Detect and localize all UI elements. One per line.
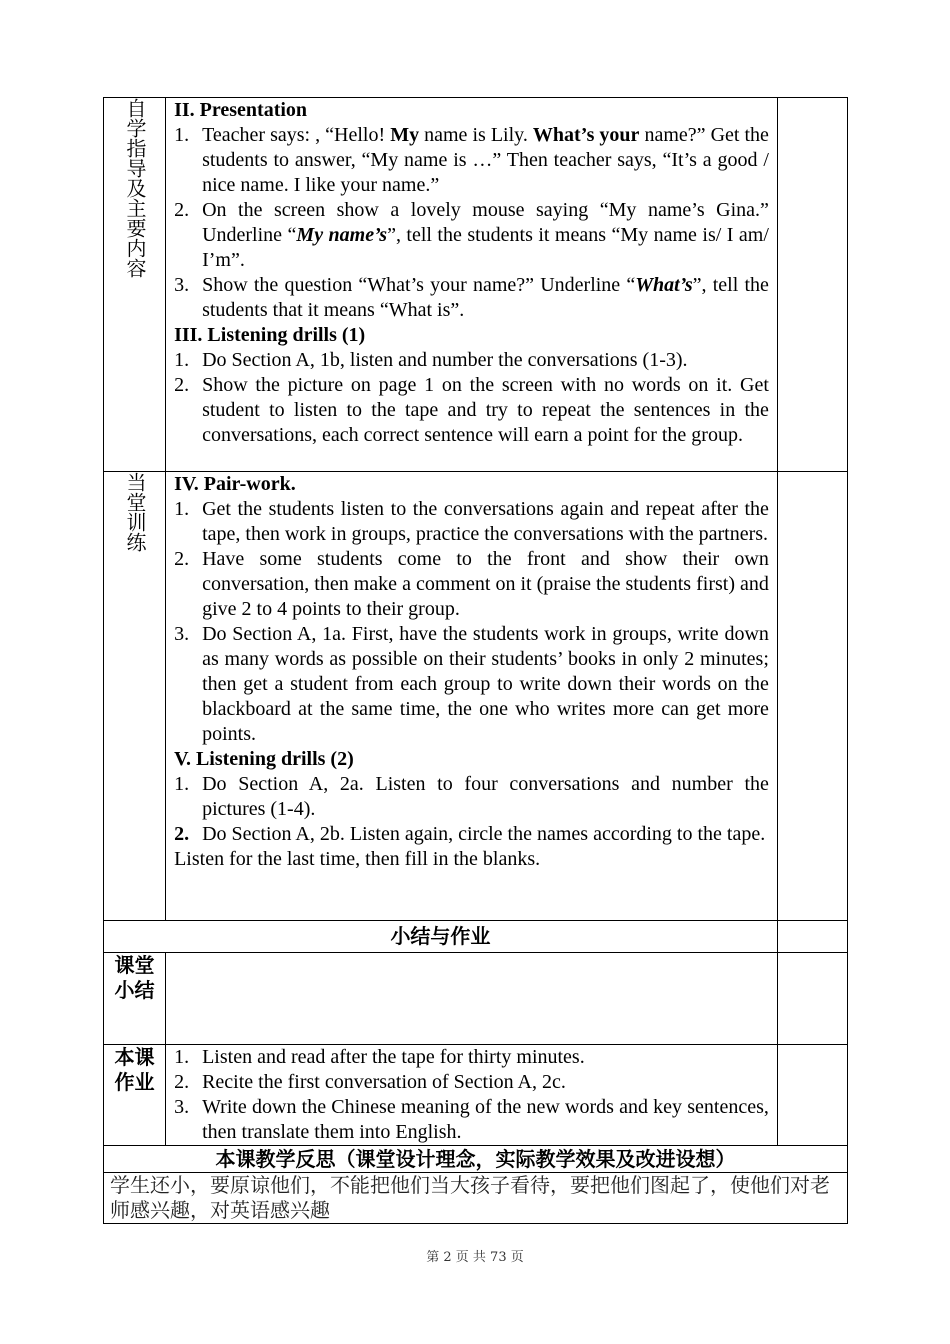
homework-item-text: Recite the first conversation of Section A, 2c. [202,1071,566,1093]
pair-work-item-number: 2. [174,548,190,570]
reflection-text-row [104,1173,848,1224]
presentation-item-number: 1. [174,124,190,146]
listening-drills-2-item-text: Do Section A, 2a. Listen to four conversations and number the pictures (1-4). [202,773,769,820]
homework-side-cell [777,1045,847,1146]
lesson-plan-page [103,97,848,1224]
presentation-item-text-part: name is Lily. [419,124,533,146]
listening-drills-1-item-text: Show the picture on page 1 on the screen with no words on it. Get student to listen to the tape and try to repeat the sentences in the conversations, each correct sentence will earn a point for the group. [202,374,769,446]
pair-work-item-number: 3. [174,623,190,645]
self-study-side-cell [777,98,847,472]
presentation-item-text-part: ”, tell the students that it means “What is”. [202,274,769,321]
summary-title-row [104,921,848,953]
listening-drills-2-list [174,772,769,847]
homework-label [104,1045,165,1095]
practice-label-cell [104,472,166,921]
pair-work-item-number: 1. [174,498,190,520]
listening-drills-1-list [174,348,769,448]
listening-drills-1-item [174,373,769,448]
reflection-text-cell [104,1173,848,1224]
presentation-item-text-part: What’s your [532,124,640,146]
class-summary-row [104,953,848,1045]
reflection-text: 学生还小，要原谅他们，不能把他们当大孩子看待，要把他们图起了，使他们对老师感兴趣，对英语感兴趣 [110,1173,830,1222]
presentation-item-text-part: ”, tell the students it means “My name is/ I am/ I’m”. [202,224,769,271]
homework-item-text: Listen and read after the tape for thirty minutes. [202,1046,585,1068]
homework-item-number: 2. [174,1071,190,1093]
class-summary-label-line1: 课堂 [114,953,155,977]
homework-row [104,1045,848,1146]
presentation-item-text-part: Show the question “What’s your name?” Underline “ [202,274,636,296]
presentation-item-text-part: My [390,124,420,146]
listening-drills-1-item-number: 2. [174,374,190,396]
practice-side-cell [777,472,847,921]
presentation-item-text-part: My name’s [296,224,388,246]
homework-item [174,1070,769,1095]
listening-drills-2-item [174,772,769,822]
pair-work-item-text: Do Section A, 1a. First, have the students work in groups, write down as many words as possible on their students’ books in only 2 minutes; then get a student from each group to write down their words on the blackboard at the same time, the one who writes more can get more points. [202,623,769,745]
presentation-item-number: 3. [174,274,190,296]
listening-drills-1-item-text: Do Section A, 1b, listen and number the conversations (1-3). [202,349,688,371]
summary-title: 小结与作业 [390,924,491,948]
homework-list [174,1045,769,1145]
listening-drills-2-item-number: 2. [174,823,190,845]
presentation-item-text-part: On the screen show a lovely mouse saying “My name’s Gina.” Underline “ [202,199,769,246]
presentation-item-text-part: Teacher says: , “Hello! [202,124,391,146]
presentation-heading: II. Presentation [174,99,308,121]
self-study-row [104,98,848,472]
self-study-label-cell [104,98,166,472]
presentation-list [174,123,769,323]
homework-content-cell [166,1045,778,1146]
reflection-title-row [104,1146,848,1173]
listening-drills-2-item-text: Do Section A, 2b. Listen again, circle the names according to the tape. [202,823,766,845]
lesson-plan-table [103,97,848,1224]
homework-label-cell [104,1045,166,1146]
class-summary-content-cell [166,953,778,1045]
pair-work-list [174,497,769,747]
pair-work-item [174,497,769,547]
self-study-label: 自学指导及主要内容 [123,98,148,278]
pair-work-item-text: Have some students come to the front and show their own conversation, then make a comment on it (praise the students first) and give 2 to 4 points to their group. [202,548,769,620]
summary-side-cell [777,921,847,953]
pair-work-item [174,547,769,622]
self-study-content-cell [166,98,778,472]
closing-instruction: Listen for the last time, then fill in the blanks. [174,848,541,870]
reflection-title: 本课教学反思（课堂设计理念，实际教学效果及改进设想） [215,1147,736,1171]
homework-label-line2: 作业 [114,1070,155,1094]
homework-item-text: Write down the Chinese meaning of the new words and key sentences, then translate them into English. [202,1096,769,1143]
page-footer: 第 2 页 共 73 页 [426,1250,524,1265]
listening-drills-2-item [174,822,769,847]
summary-title-cell [104,921,778,953]
practice-content-cell [166,472,778,921]
homework-item-number: 1. [174,1046,190,1068]
pair-work-heading: IV. Pair-work. [174,473,296,495]
listening-drills-1-item [174,348,769,373]
listening-drills-1-heading: III. Listening drills (1) [174,324,366,346]
presentation-item [174,123,769,198]
homework-item [174,1045,769,1070]
homework-label-line1: 本课 [114,1045,155,1069]
class-summary-label-line2: 小结 [114,978,155,1002]
reflection-title-cell [104,1146,848,1173]
practice-row [104,472,848,921]
class-summary-label [104,953,165,1003]
listening-drills-2-item-number: 1. [174,773,190,795]
listening-drills-2-heading: V. Listening drills (2) [174,748,354,770]
presentation-item [174,198,769,273]
listening-drills-1-item-number: 1. [174,349,190,371]
pair-work-item-text: Get the students listen to the conversations again and repeat after the tape, then work in groups, practice the conversations with the partners. [202,498,769,545]
practice-label: 当堂训练 [123,472,148,552]
presentation-item-text-part: What’s [635,274,693,296]
presentation-item [174,273,769,323]
pair-work-item [174,622,769,747]
homework-item [174,1095,769,1145]
class-summary-label-cell [104,953,166,1045]
presentation-item-text-part: name?” Get the students to answer, “My name is …” Then teacher says, “It’s a good / nice name. I like your name.” [202,124,769,196]
class-summary-side-cell [777,953,847,1045]
homework-item-number: 3. [174,1096,190,1118]
presentation-item-number: 2. [174,199,190,221]
